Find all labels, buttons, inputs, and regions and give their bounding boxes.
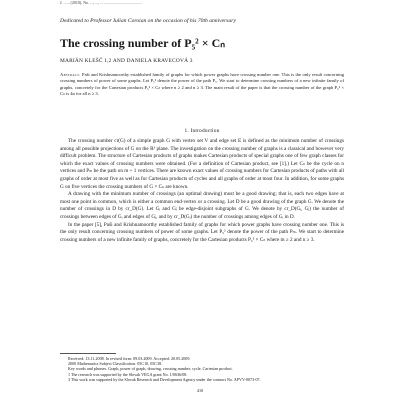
footnote-rule	[60, 353, 116, 354]
paper-title: The crossing number of P₅² × Cₙ	[60, 36, 226, 50]
footnote: Received: 13.11.2008. In revised form: 09.03.2009. Accepted: 20.05.2009.	[68, 356, 191, 361]
authors: MARIÁN KLEŠČ 1,2 AND DANIELA KRAVECOVÁ 3	[60, 58, 193, 64]
running-head: J. ...... (2010), No. ..., ..., ... ......................................	[60, 0, 143, 5]
footnote: 1 The research was supported by the Slovak VEGA grant No. 1/0636/08.	[68, 371, 188, 377]
paragraph: The crossing number cr(G) of a simple graph G with vertex set V and edge set E is defined as the minimum number of crossings among all possible projections of G on the R² plane. The investigation on the crossing number of graphs is a classical and however very difficult problem. The structure of Cartesian products of graphs makes Cartesian products of special graphs one of few graph classes for which the exact values of crossing numbers were obtained. (For a definition of Cartesian product, see [1].) Let Cₙ be the cycle on n vertices and Pₘ be the path on m + 1 vertices. There are known exact values of crossing numbers for Cartesian products of paths with all graphs of order at most five as well as for Cartesian products of cycles and all graphs of order at most four. In addition, for some graphs G on five vertices the crossing numbers of G × Cₙ are known.	[60, 138, 344, 190]
dedication: Dedicated to Professor Iulian Coroian on the occasion of his 70th anniversary	[60, 18, 236, 24]
abstract	[60, 72, 344, 98]
footnote: 2000 Mathematics Subject Classification. 05C10, 05C38.	[68, 361, 163, 367]
paragraph: In the paper [5], Paši and Krishnamoorthy established family of graphs for which power graphs have crossing number one. This is the only result concerning crossing numbers of power of some graphs. Let P₅² denote the power of the path Pₘ. We start to determine crossing numbers of a new infinite family of graphs, concretely for the Cartesian products P₅² × Cₙ where m ≥ 2 and n ≥ 3.	[60, 221, 344, 243]
section-heading: 1. Introduction	[184, 128, 220, 134]
body-text	[60, 138, 344, 244]
abstract-text: Paši and Krishnamoorthy established family of graphs for which power graphs have crossing number one. This is the only result concerning crossing numbers of power of some graphs. Let P₅² denote the power of the path P₅. We start to determine crossing numbers of a new infinite family of graphs, concretely for the Cartesian products P₅² × Cₙ where n ≥ 2 and n ≥ 3. The main result of the paper is that the crossing number of the graph P₅² × Cₙ is 4n for all n ≥ 3.	[60, 72, 344, 97]
footnote: Key words and phrases. Graph, power of graph, drawing, crossing number, cycle, Cartesian product.	[68, 366, 233, 372]
footnotes	[60, 356, 344, 382]
paragraph: A drawing with the minimum number of crossings (an optimal drawing) must be a good drawing; that is, each two edges have at most one point in common, which is either a common end-vertex or a crossing. Let D be a good drawing of the graph G. We denote the number of crossings in D by cr_D(G). Let Gᵢ and Gⱼ be edge-disjoint subgraphs of G. We denote by cr_D(Gᵢ, Gⱼ) the number of crossings between edges of Gᵢ and edges of Gⱼ, and by cr_D(Gᵢ) the number of crossings among edges of Gᵢ in D.	[60, 191, 344, 220]
footnote: 3 This work was supported by the Slovak Research and Development Agency under the contract No. APVV-0073-07.	[68, 376, 261, 382]
abstract-label: Abstract.	[60, 72, 81, 77]
page-number: 410	[196, 388, 204, 393]
